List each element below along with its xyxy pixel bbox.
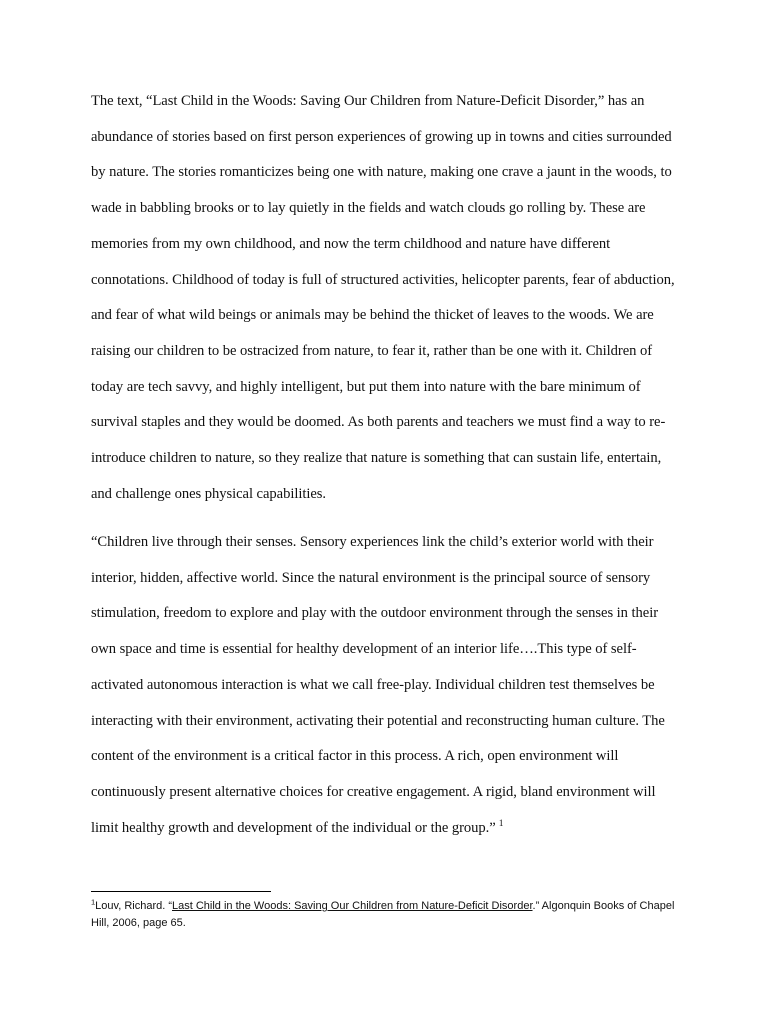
footnote-publication: .” Algonquin Books of Chapel Hill, 2006, page 65.: [91, 900, 675, 929]
footnote: [91, 898, 691, 932]
quote-paragraph: [91, 525, 681, 846]
paragraph-text: “Children live through their senses. Sensory experiences link the child’s exterior world with their interior, hidden, affective world. Since the natural environment is the principal source of sensory stimulation, freedom to explore and play with the outdoor environment through the senses in their own space and time is essential for healthy development of an interior life….This type of self-activated autonomous interaction is what we call free-play. Individual children test themselves be interacting with their environment, activating their potential and reconstructing human culture. The content of the environment is a critical factor in this process. A rich, open environment will continuously present alternative choices for creative engagement. A rigid, bland environment will limit healthy growth and development of the individual or the group.”: [91, 534, 665, 836]
body-paragraph: [91, 84, 681, 512]
paragraph-text: The text, “Last Child in the Woods: Saving Our Children from Nature-Deficit Disorder,” has an abundance of stories based on first person experiences of growing up in towns and cities surrounded by nature. The stories romanticizes being one with nature, making one crave a jaunt in the woods, to wade in babbling brooks or to lay quietly in the fields and watch clouds go rolling by. These are memories from my own childhood, and now the term childhood and nature have different connotations. Childhood of today is full of structured activities, helicopter parents, fear of abduction, and fear of what wild beings or animals may be behind the thicket of leaves to the woods. We are raising our children to be ostracized from nature, to fear it, rather than be one with it. Children of today are tech savvy, and highly intelligent, but put them into nature with the bare minimum of survival staples and they would be doomed. As both parents and teachers we must find a way to re-introduce children to nature, so they realize that nature is something that can sustain life, entertain, and challenge ones physical capabilities.: [91, 93, 675, 502]
footnote-marker: 1: [91, 897, 96, 907]
footnote-title: Last Child in the Woods: Saving Our Children from Nature-Deficit Disorder: [172, 900, 533, 912]
footnote-reference: 1: [498, 818, 504, 829]
footnote-author: Louv, Richard. “: [95, 900, 172, 912]
footnote-separator: [91, 891, 271, 892]
